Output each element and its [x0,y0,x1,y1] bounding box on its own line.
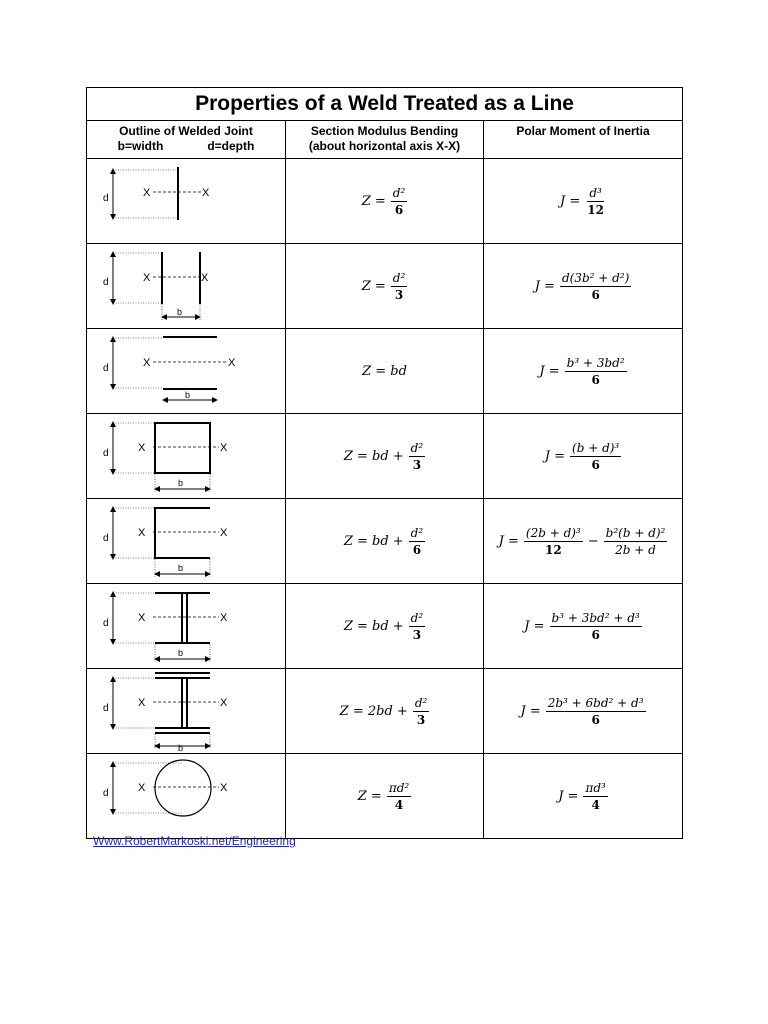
weld-properties-table [86,87,682,839]
axis-label-right: X [220,697,228,709]
table-row [87,669,683,754]
table-row [87,754,683,839]
axis-label-left: X [143,272,151,284]
axis-label-right: X [220,782,228,794]
axis-label-right: X [202,187,210,199]
depth-label: d [103,363,109,374]
depth-label: d [103,277,109,288]
polar-moment-formula: J = $\frac{\text{(2b + d)³}}{12}$ − $\frac{\text{b²(b + d)²}}{2b + d}$ [484,499,683,584]
section-modulus-formula: Z = bd + $\frac{\text{d²}}{3}$ [286,584,484,669]
header-depth-label: d=depth [207,139,255,153]
section-modulus-formula: Z = 2bd + $\frac{\text{d²}}{3}$ [286,669,484,754]
table-row [87,329,683,414]
joint-diagram [87,499,286,584]
axis-label-left: X [138,527,146,539]
axis-label-right: X [201,272,209,284]
joint-diagram [87,329,286,414]
joint-diagram [87,244,286,329]
polar-moment-formula: J = $\frac{\text{b³ + 3bd² + d³}}{6}$ [484,584,683,669]
axis-label-left: X [143,187,151,199]
depth-label: d [103,533,109,544]
section-modulus-formula: Z = $\frac{\text{πd²}}{4}$ [286,754,484,839]
width-label: b [178,563,184,573]
table-title: Properties of a Weld Treated as a Line [87,88,683,121]
table-row [87,414,683,499]
width-label: b [177,307,183,317]
joint-diagram [87,669,286,754]
depth-label: d [103,448,109,459]
axis-label-right: X [220,612,228,624]
polar-moment-formula: J = $\frac{\text{d³}}{12}$ [484,159,683,244]
table-row [87,159,683,244]
joint-diagram [87,584,286,669]
axis-label-right: X [220,527,228,539]
width-label: b [178,478,184,488]
header-outline [87,121,286,159]
section-modulus-formula: Z = bd + $\frac{\text{d²}}{6}$ [286,499,484,584]
header-outline-label: Outline of Welded Joint [119,124,253,138]
axis-label-right: X [220,442,228,454]
width-label: b [178,648,184,658]
joint-diagram [87,414,286,499]
width-label: b [185,390,191,400]
axis-label-right: X [228,357,236,369]
axis-label-left: X [138,612,146,624]
axis-label-left: X [143,357,151,369]
polar-moment-formula: J = $\frac{\text{2b³ + 6bd² + d³}}{6}$ [484,669,683,754]
header-section-modulus [286,121,484,159]
joint-diagram [87,754,286,839]
joint-diagram [87,159,286,244]
axis-label-left: X [138,697,146,709]
table-row [87,244,683,329]
section-modulus-formula: Z = $\frac{\text{d²}}{6}$ [286,159,484,244]
polar-moment-formula: J = $\frac{\text{d(3b² + d²)}}{6}$ [484,244,683,329]
header-width-label: b=width [117,139,164,153]
table-row [87,499,683,584]
polar-moment-formula: J = $\frac{\text{(b + d)³}}{6}$ [484,414,683,499]
axis-label-left: X [138,442,146,454]
header-section-modulus-axis: (about horizontal axis X-X) [308,139,461,153]
depth-label: d [103,788,109,799]
axis-label-left: X [138,782,146,794]
width-label: b [178,743,184,753]
section-modulus-formula: Z = bd [286,329,484,414]
depth-label: d [103,193,109,204]
section-modulus-formula: Z = $\frac{\text{d²}}{3}$ [286,244,484,329]
header-section-modulus-label: Section Modulus Bending [310,124,459,138]
polar-moment-formula: J = $\frac{\text{πd³}}{4}$ [484,754,683,839]
header-polar-moment: Polar Moment of Inertia [484,121,683,159]
section-modulus-formula: Z = bd + $\frac{\text{d²}}{3}$ [286,414,484,499]
depth-label: d [103,618,109,629]
polar-moment-formula: J = $\frac{\text{b³ + 3bd²}}{6}$ [484,329,683,414]
table-row [87,584,683,669]
depth-label: d [103,703,109,714]
footer-website-link[interactable]: Www.RobertMarkoski.net/Engineering [93,834,296,848]
